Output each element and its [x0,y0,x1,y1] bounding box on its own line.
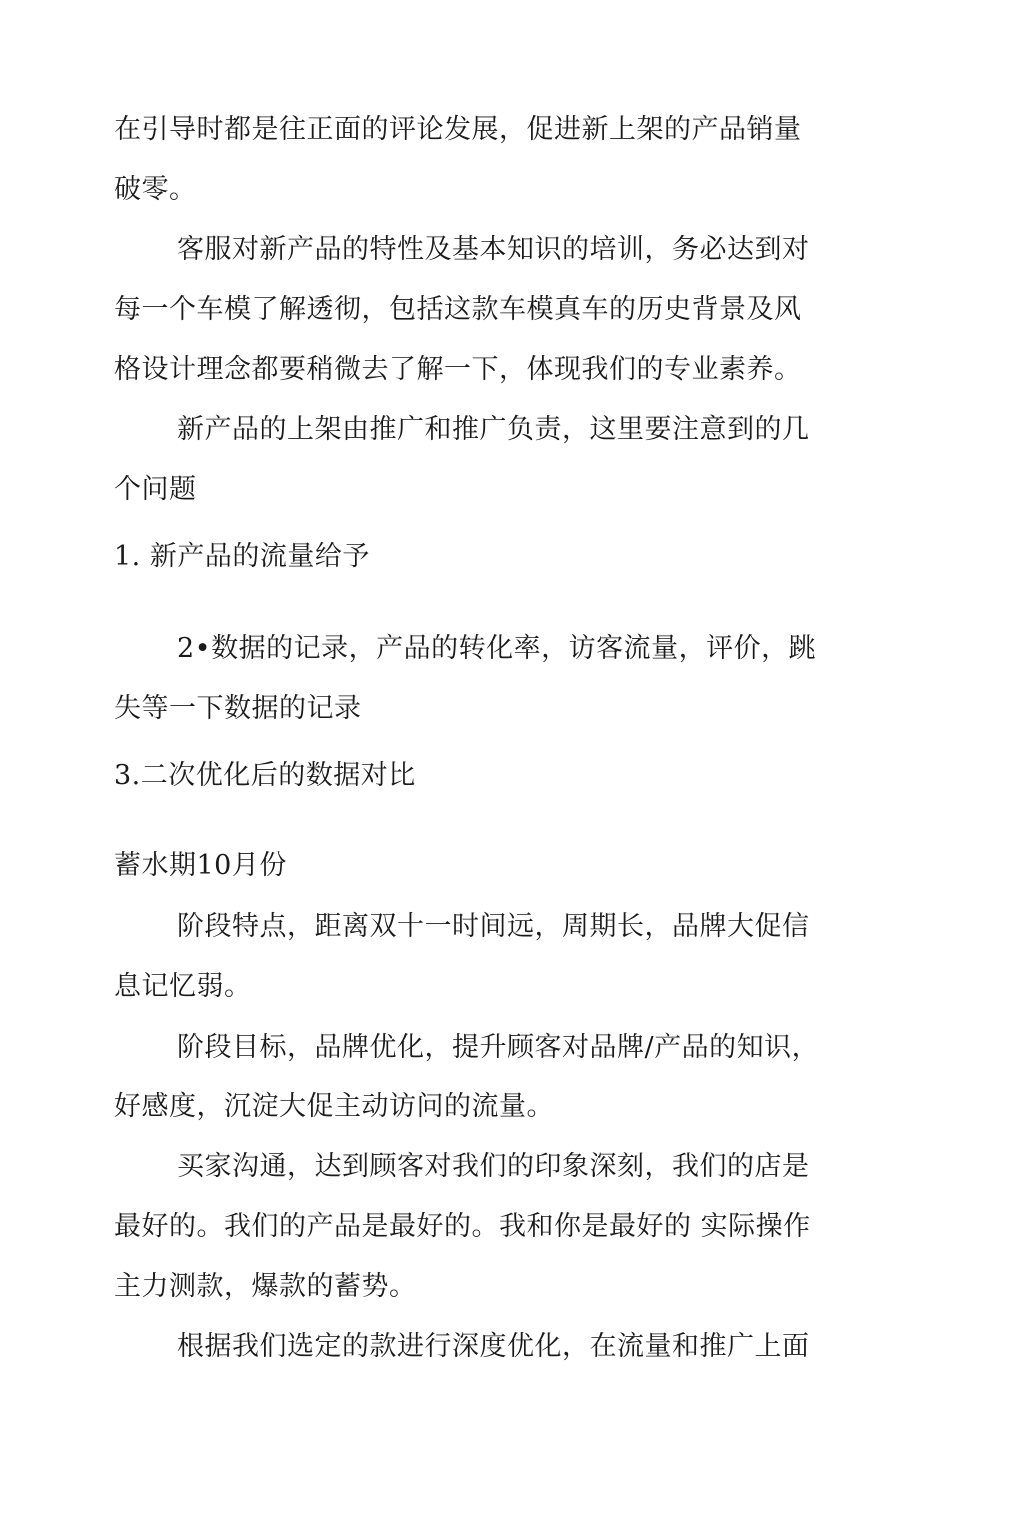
list-item-1: 1. 新产品的流量给予 [114,541,370,572]
list-item-2: 2•数据的记录，产品的转化率，访客流量，评价，跳 [177,633,817,664]
paragraph-start-line: 新产品的上架由推广和推广负责，这里要注意到的几 [177,414,810,445]
text-line: 破零。 [114,174,197,205]
text-line: 每一个车模了解透彻，包括这款车模真车的历史背景及风 [114,294,802,325]
text-line: 失等一下数据的记录 [114,693,362,724]
text-line: 息记忆弱。 [114,971,252,1002]
paragraph-start-line: 阶段目标，品牌优化，提升顾客对品牌/产品的知识， [177,1032,820,1063]
paragraph-start-line: 阶段特点，距离双十一时间远，周期长，品牌大促信 [177,911,810,942]
paragraph-start-line: 根据我们选定的款进行深度优化，在流量和推广上面 [177,1331,810,1362]
text-line: 主力测款，爆款的蓄势。 [114,1271,417,1302]
text-line: 个问题 [114,474,197,505]
paragraph-start-line: 客服对新产品的特性及基本知识的培训，务必达到对 [177,234,810,265]
text-line: 在引导时都是往正面的评论发展，促进新上架的产品销量 [114,114,802,145]
text-line: 最好的。我们的产品是最好的。我和你是最好的 实际操作 [114,1211,811,1242]
list-item-3: 3.二次优化后的数据对比 [114,760,416,791]
paragraph-start-line: 买家沟通，达到顾客对我们的印象深刻，我们的店是 [177,1151,810,1182]
text-line: 好感度，沉淀大促主动访问的流量。 [114,1091,554,1122]
text-line: 格设计理念都要稍微去了解一下，体现我们的专业素养。 [114,354,802,385]
section-heading: 蓄水期10月份 [114,850,287,881]
